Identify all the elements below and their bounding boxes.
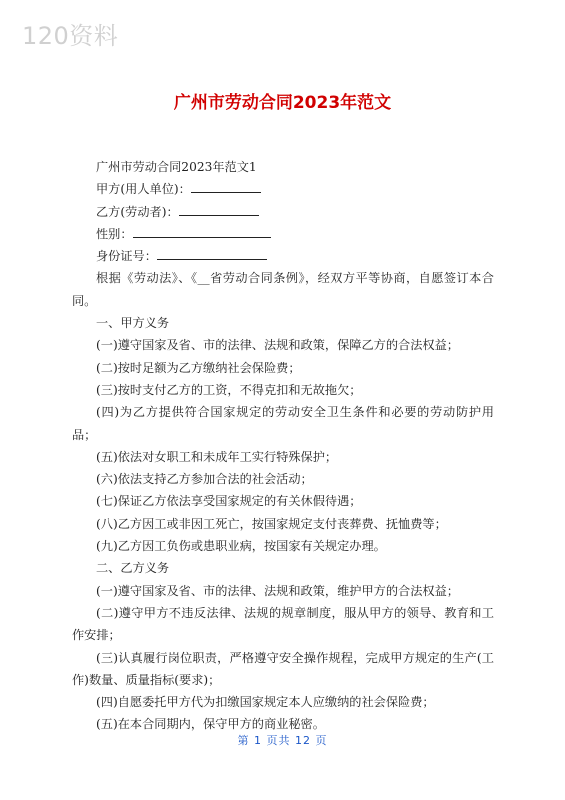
list-item: (二)按时足额为乙方缴纳社会保险费； [96,360,301,375]
paragraph-heading: 广州市劳动合同2023年范文1 [96,160,257,174]
id-blank [157,245,267,260]
list-item: (二)遵守甲方不违反法律、法规的规章制度，服从甲方的领导、教育和工作安排； [72,605,494,643]
list-item: (一)遵守国家及省、市的法律、法规和政策，保障乙方的合法权益； [96,338,459,353]
section-heading-1: 一、甲方义务 [96,316,170,331]
list-item: (三)按时支付乙方的工资，不得克扣和无故拖欠； [96,382,362,397]
list-item: (五)依法对女职工和未成年工实行特殊保护； [96,449,338,464]
list-item: (八)乙方因工或非因工死亡，按国家规定支付丧葬费、抚恤费等； [96,516,447,531]
document-title: 广州市劳动合同2023年范文 [173,93,392,113]
gender-line [72,223,494,245]
employee-label: 乙方(劳动者)： [96,204,179,219]
section-heading-2: 二、乙方义务 [96,561,170,576]
list-item: (一)遵守国家及省、市的法律、法规和政策，维护甲方的合法权益； [96,583,459,598]
id-line [72,245,494,267]
list-item: (五)在本合同期内，保守甲方的商业秘密。 [96,717,325,732]
document-body [72,156,494,736]
gender-label: 性别： [96,226,133,241]
gender-blank [133,223,271,238]
list-item: (六)依法支持乙方参加合法的社会活动； [96,472,313,487]
id-label: 身份证号： [96,249,157,264]
intro-paragraph: 根据《劳动法》、《__省劳动合同条例》，经双方平等协商，自愿签订本合同。 [72,271,494,308]
watermark-logo: 120资料 [22,22,119,50]
list-item: (七)保证乙方依法享受国家规定的有关休假待遇； [96,494,362,509]
employer-label: 甲方(用人单位)： [96,182,191,197]
list-item: (四)自愿委托甲方代为扣缴国家规定本人应缴纳的社会保险费； [96,695,435,710]
employee-blank [179,201,259,216]
employee-line [72,201,494,223]
employer-line [72,178,494,200]
employer-blank [191,178,261,193]
list-item: (三)认真履行岗位职责，严格遵守安全操作规程，完成甲方规定的生产(工作)数量、质量指标(要求)； [72,650,494,687]
list-item: (九)乙方因工负伤或患职业病，按国家有关规定办理。 [96,539,386,554]
page-footer: 第 1 页共 12 页 [237,734,328,747]
list-item: (四)为乙方提供符合国家规定的劳动安全卫生条件和必要的劳动防护用品； [72,405,494,442]
